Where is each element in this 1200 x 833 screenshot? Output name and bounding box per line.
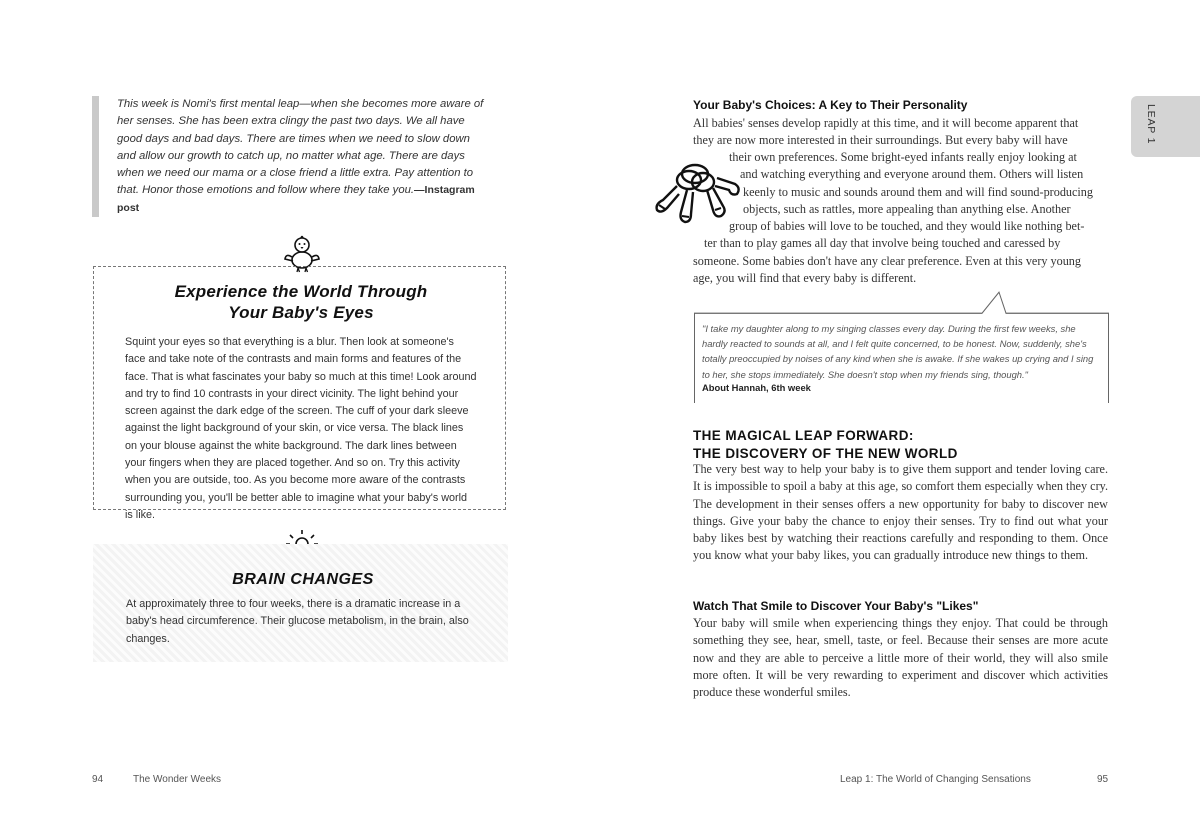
section2-heading xyxy=(693,427,958,463)
quote-source: —Instagram post xyxy=(117,184,475,214)
right-page-number: 95 xyxy=(1097,774,1109,785)
section1-line: someone. Some babies don't have any clear preference. Even at this very young xyxy=(693,254,1081,268)
section1-line: age, you will find that every baby is different. xyxy=(693,271,917,285)
testimonial-source: About Hannah, 6th week xyxy=(702,382,811,393)
section1-line: and watching everything and everyone around them. Others will listen xyxy=(740,167,1084,181)
testimonial-text: "I take my daughter along to my singing classes every day. During the first few weeks, she hardly reacted to sounds at all, and I felt quite concerned, to be honest. Now, suddenly, she's totally preoccupied by noises of any kind when she is awake. If she wakes up crying and I sing to her, she stops immediately. She doesn't stop when my friends sing, though." xyxy=(702,323,1094,380)
section1-heading: Your Baby's Choices: A Key to Their Personality xyxy=(693,98,968,112)
right-footer-title: Leap 1: The World of Changing Sensations xyxy=(840,774,1031,785)
leap-tab xyxy=(1131,96,1200,157)
brain-changes-box xyxy=(93,544,508,662)
section1-line: they are now more interested in their surroundings. But every baby will have xyxy=(693,133,1068,147)
quote-text xyxy=(117,96,487,217)
brain-changes-title: BRAIN CHANGES xyxy=(232,571,374,588)
left-footer-title: The Wonder Weeks xyxy=(133,774,222,785)
instagram-quote xyxy=(92,96,487,217)
section1-line: objects, such as rattles, more appealing than anything else. Another xyxy=(743,202,1071,216)
section1-line: group of babies will love to be touched, and they would like nothing bet- xyxy=(729,219,1085,233)
activity-title xyxy=(125,281,477,323)
left-page-number: 94 xyxy=(92,774,104,785)
section1-line: ter than to play games all day that involve being touched and caressed by xyxy=(704,236,1061,250)
section2-body: The very best way to help your baby is to give them support and tender loving care. It is impossible to spoil a baby at this age, so comfort them especially when they cry. The development in their senses offers a new opportunity for baby to discover new things. Give your baby the chance to enjoy their senses. Try to find out what your baby likes best by watching their reactions carefully and responding to them. Once you know what your baby likes, you can gradually introduce new things to them. xyxy=(693,462,1108,563)
brain-changes-body: At approximately three to four weeks, there is a dramatic increase in a baby's head circumference. Their glucose metabolism, in the brain, also changes. xyxy=(126,598,469,645)
section2-heading-line2: THE DISCOVERY OF THE NEW WORLD xyxy=(693,446,958,461)
section1-line: keenly to music and sounds around them and will find sound-producing xyxy=(743,185,1093,199)
section2-heading-line1: THE MAGICAL LEAP FORWARD: xyxy=(693,428,914,443)
section1-line: their own preferences. Some bright-eyed infants really enjoy looking at xyxy=(729,150,1077,164)
activity-box xyxy=(93,266,506,521)
section3-heading: Watch That Smile to Discover Your Baby's "Likes" xyxy=(693,599,979,613)
section1-line: All babies' senses develop rapidly at this time, and it will become apparent that xyxy=(693,116,1079,130)
leap-tab-label: LEAP 1 xyxy=(1145,104,1157,145)
section3-body: Your baby will smile when experiencing things they enjoy. That could be through something they see, hear, smell, taste, or feel. Because their senses are more acute now and they are able to perceive a little more of their world, they will also smile more often. It will be very rewarding to experiment and discover which activities produce these wonderful smiles. xyxy=(693,616,1108,700)
activity-body: Squint your eyes so that everything is a blur. Then look at someone's face and take note of the contrasts and main forms and features of the face. That is what fascinates your baby so much at this time! Look around and try to find 10 contrasts in your direct vicinity. The light behind your screen against the dark edge of the screen. The cuff of your dark sleeve against the light background of your skin, or vice versa. The black lines on your blouse against the white background. The dark lines between your fingers when they are placed together. And so on. Try this activity when you are outside, too. As you become more aware of the contrasts surrounding you, you'll be better able to imagine what your baby's world is like. xyxy=(125,336,477,521)
activity-title-line2: Your Baby's Eyes xyxy=(228,303,374,322)
activity-title-line1: Experience the World Through xyxy=(174,282,428,301)
quote-body: This week is Nomi's first mental leap—when she becomes more aware of her senses. She has been extra clingy the past two days. We all have good days and bad days. There are times when we need to slow down and allow our growth to catch up, no matter what age. There are days when we need our mama or a close friend a little extra. Pay attention to that. Honor those emotions and follow where they take you. xyxy=(117,98,484,197)
